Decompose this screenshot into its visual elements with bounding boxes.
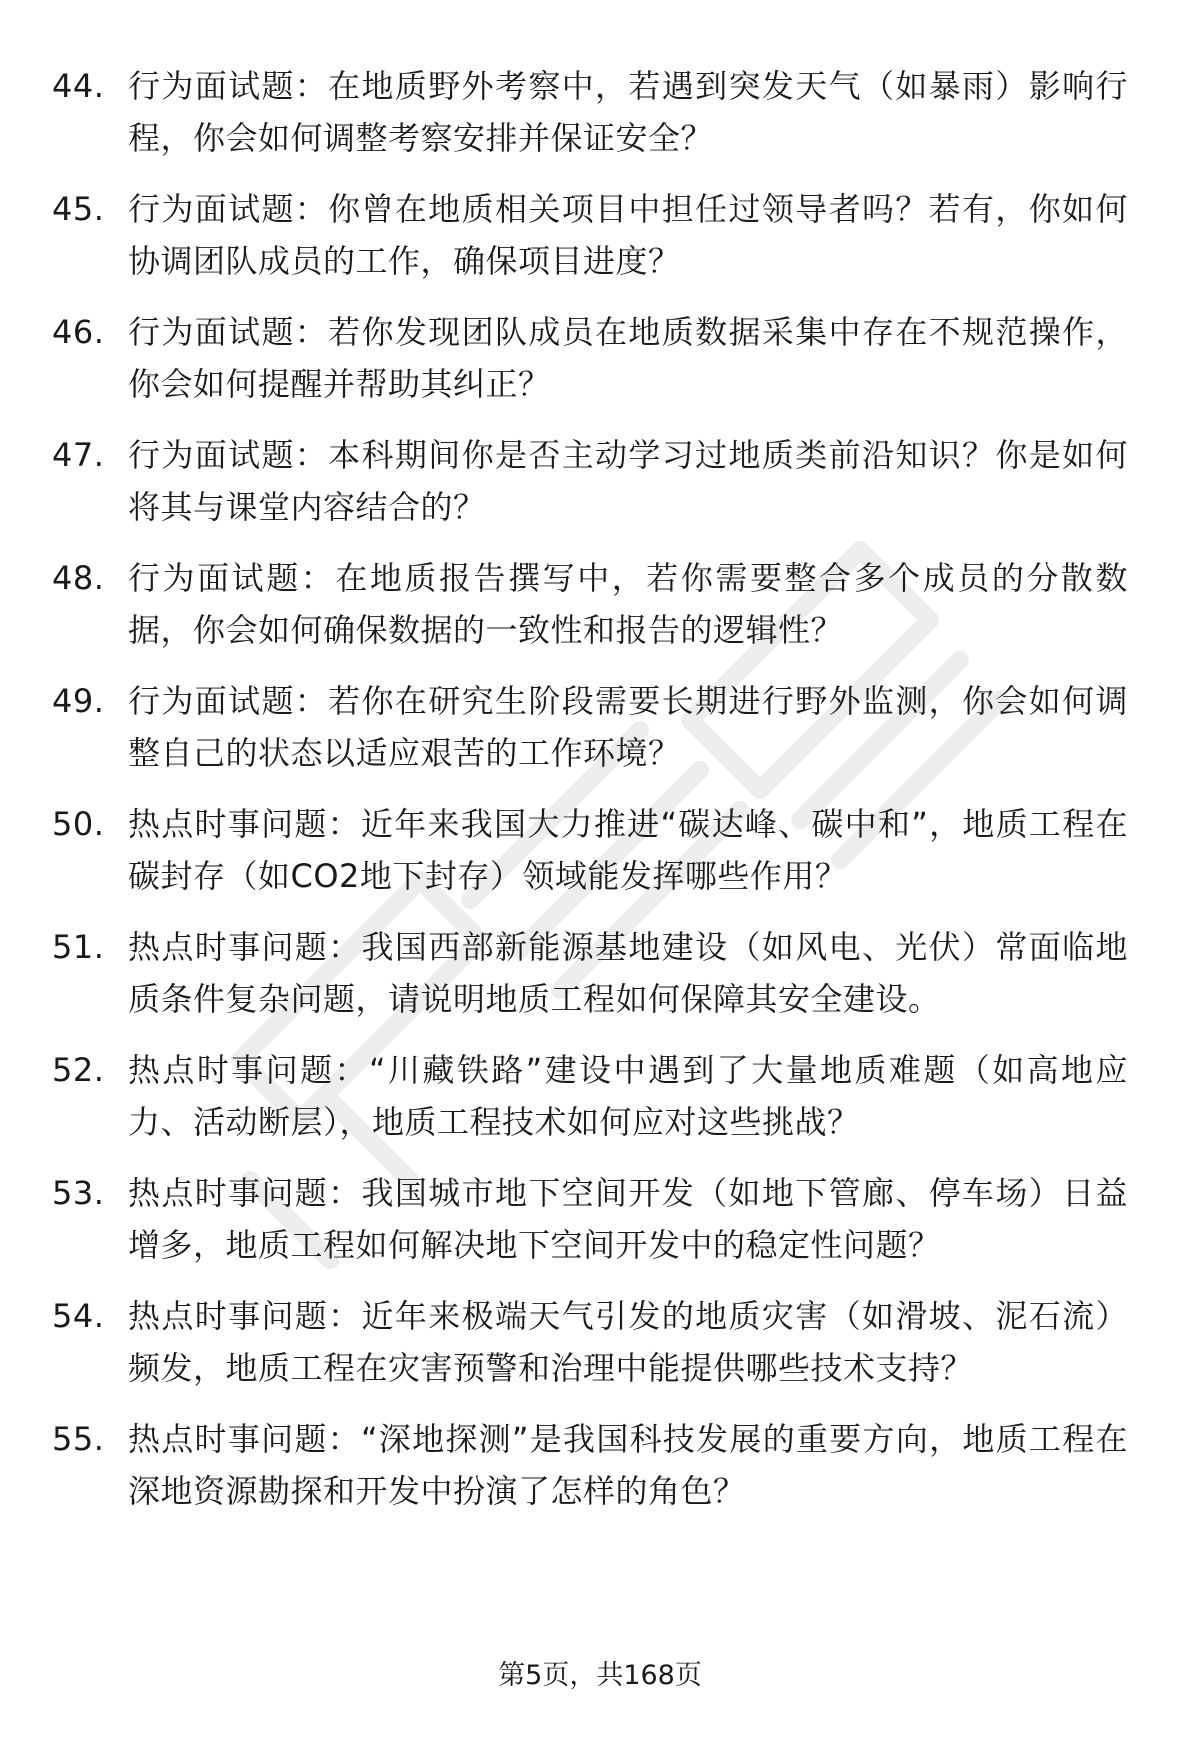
question-item	[52, 921, 1152, 1044]
question-text: 热点时事问题：我国西部新能源基地建设（如风电、光伏）常面临地质条件复杂问题，请说明地质工程如何保障其安全建设。	[128, 928, 1128, 1018]
question-text: 热点时事问题：我国城市地下空间开发（如地下管廊、停车场）日益增多，地质工程如何解决地下空间开发中的稳定性问题？	[128, 1174, 1128, 1264]
question-item	[52, 183, 1152, 306]
question-number: 51.	[52, 928, 105, 966]
question-text: 热点时事问题：近年来极端天气引发的地质灾害（如滑坡、泥石流）频发，地质工程在灾害预警和治理中能提供哪些技术支持？	[128, 1297, 1128, 1387]
question-item	[52, 60, 1152, 183]
question-item	[52, 552, 1152, 675]
question-item	[52, 1044, 1152, 1167]
question-number: 48.	[52, 559, 105, 597]
question-number: 46.	[52, 313, 105, 351]
page-indicator: 第5页，共168页	[498, 1660, 702, 1691]
question-item	[52, 1167, 1152, 1290]
question-list	[52, 60, 1152, 1536]
question-number: 52.	[52, 1051, 105, 1089]
question-number: 47.	[52, 436, 105, 474]
question-text: 行为面试题：若你发现团队成员在地质数据采集中存在不规范操作，你会如何提醒并帮助其纠正？	[128, 313, 1128, 403]
question-text: 行为面试题：在地质野外考察中，若遇到突发天气（如暴雨）影响行程，你会如何调整考察安排并保证安全？	[128, 67, 1128, 157]
question-text: 热点时事问题：“深地探测”是我国科技发展的重要方向，地质工程在深地资源勘探和开发中扮演了怎样的角色？	[128, 1420, 1128, 1510]
question-item	[52, 675, 1152, 798]
question-number: 44.	[52, 67, 105, 105]
question-item	[52, 798, 1152, 921]
question-text: 行为面试题：本科期间你是否主动学习过地质类前沿知识？你是如何将其与课堂内容结合的？	[128, 436, 1128, 526]
question-number: 45.	[52, 190, 105, 228]
question-item	[52, 1290, 1152, 1413]
question-number: 54.	[52, 1297, 105, 1335]
question-item	[52, 306, 1152, 429]
question-number: 49.	[52, 682, 105, 720]
question-item	[52, 429, 1152, 552]
question-text: 热点时事问题：近年来我国大力推进“碳达峰、碳中和”，地质工程在碳封存（如CO2地下封存）领域能发挥哪些作用？	[128, 805, 1128, 895]
question-text: 行为面试题：在地质报告撰写中，若你需要整合多个成员的分散数据，你会如何确保数据的一致性和报告的逻辑性？	[128, 559, 1128, 649]
question-item	[52, 1413, 1152, 1536]
question-text: 行为面试题：你曾在地质相关项目中担任过领导者吗？若有，你如何协调团队成员的工作，确保项目进度？	[128, 190, 1128, 280]
question-number: 50.	[52, 805, 105, 843]
question-text: 行为面试题：若你在研究生阶段需要长期进行野外监测，你会如何调整自己的状态以适应艰苦的工作环境？	[128, 682, 1128, 772]
question-text: 热点时事问题：“川藏铁路”建设中遇到了大量地质难题（如高地应力、活动断层），地质工程技术如何应对这些挑战？	[128, 1051, 1128, 1141]
question-number: 55.	[52, 1420, 105, 1458]
question-number: 53.	[52, 1174, 105, 1212]
